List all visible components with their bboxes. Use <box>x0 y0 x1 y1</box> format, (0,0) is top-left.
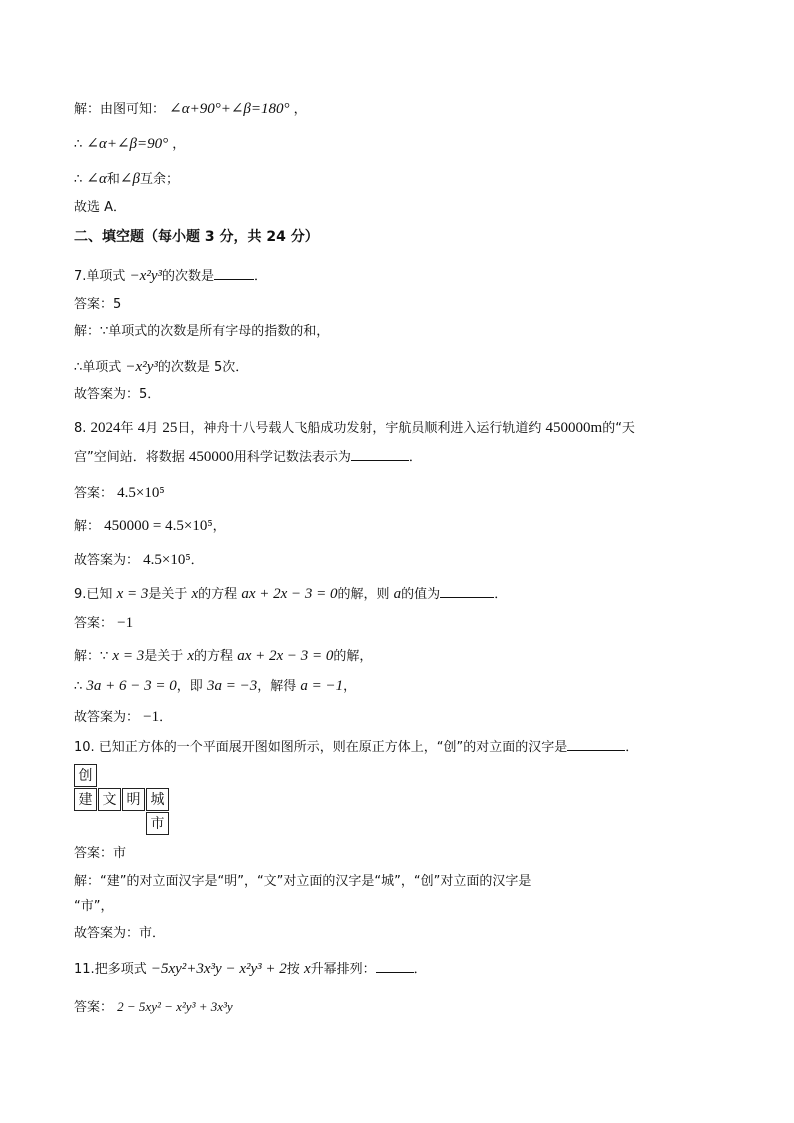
question-8 <box>74 419 635 438</box>
final-label: 故答案为： <box>74 710 140 725</box>
punctuation: ． <box>408 450 422 465</box>
net-cell: 城 <box>146 788 169 811</box>
punctuation: ． <box>159 710 173 725</box>
answer-blank <box>351 448 409 461</box>
solution-line <box>74 135 185 154</box>
math-expression: −5xy²+3x³y − x²y³ + 2 <box>150 961 287 977</box>
cube-net-figure <box>74 764 170 836</box>
punctuation: ， <box>293 102 307 117</box>
text: 的次数是 5次． <box>157 360 249 375</box>
text: 年 <box>120 421 134 436</box>
text: 10. 已知正方体的一个平面展开图如图所示，则在原正方体上，“创”的对立面的汉字是 <box>74 740 568 755</box>
answer-label: 答案： <box>74 616 114 631</box>
text: ∴单项式 <box>74 360 122 375</box>
section-heading: 二、填空题（每小题 3 分，共 24 分） <box>74 229 319 245</box>
math-expression: ax + 2x − 3 = 0 <box>237 648 334 664</box>
text: ，即 <box>176 679 203 694</box>
text: ，解得 <box>257 679 297 694</box>
math-expression: ∠β <box>119 171 140 187</box>
question-8-cont <box>74 448 422 467</box>
answer-blank <box>567 738 625 751</box>
text: ， <box>343 679 357 694</box>
net-cell: 明 <box>122 788 145 811</box>
number: 2024 <box>90 420 121 436</box>
answer-blank <box>214 267 254 280</box>
solution-line <box>74 100 307 119</box>
solution-line: “市”， <box>74 899 114 914</box>
text: 和 <box>106 172 120 187</box>
text: 的解，则 <box>337 587 390 602</box>
punctuation: ． <box>625 740 639 755</box>
net-cell: 文 <box>98 788 121 811</box>
text: 把多项式 <box>94 962 147 977</box>
math-expression: −x²y³ <box>129 268 162 284</box>
answer-blank <box>376 960 414 973</box>
text: 的方程 <box>198 587 238 602</box>
question-11 <box>74 960 427 979</box>
math-expression: 450000 = 4.5×10⁵ <box>104 518 213 534</box>
final-answer: 故答案为：市． <box>74 926 166 941</box>
net-cell: 创 <box>74 764 97 787</box>
question-number: 11. <box>74 962 95 977</box>
punctuation: ． <box>190 553 204 568</box>
solution-line <box>74 677 356 696</box>
answer-line: 答案：市 <box>74 846 127 861</box>
answer-line <box>74 614 133 633</box>
answer-label: 答案： <box>74 1000 114 1015</box>
text: 的方程 <box>194 649 234 664</box>
punctuation: ， <box>172 137 186 152</box>
question-number: 8. <box>74 421 87 436</box>
text: 单项式 <box>86 269 126 284</box>
punctuation: ． <box>494 587 508 602</box>
math-expression: ∠α <box>86 171 107 187</box>
text: 已知 <box>86 587 113 602</box>
number: 450000m <box>545 420 603 436</box>
solution-label: 解：由图可知： <box>74 102 166 117</box>
therefore-symbol: ∴ <box>74 679 83 694</box>
math-expression: ax + 2x − 3 = 0 <box>241 586 338 602</box>
final-answer: 故答案为：5． <box>74 387 161 402</box>
net-cell: 建 <box>74 788 97 811</box>
final-answer <box>74 551 204 570</box>
final-label: 故答案为： <box>74 553 140 568</box>
answer-line <box>74 484 165 503</box>
answer-blank <box>440 585 494 598</box>
math-expression: x <box>191 586 199 602</box>
choice-answer: 故选 A． <box>74 200 127 215</box>
answer-line: 答案：5 <box>74 297 122 312</box>
text: 用科学记数法表示为 <box>233 450 351 465</box>
question-number: 9. <box>74 587 87 602</box>
text: 是关于 <box>148 587 188 602</box>
math-expression: x <box>187 648 195 664</box>
text: 日，神舟十八号载人飞船成功发射，宇航员顺利进入运行轨道约 <box>177 421 542 436</box>
text: 是关于 <box>144 649 184 664</box>
answer-label: 答案： <box>74 486 114 501</box>
answer-line <box>74 998 233 1017</box>
therefore-symbol: ∴ <box>74 137 83 152</box>
math-expression: 4.5×10⁵ <box>117 485 165 501</box>
math-expression: −x²y³ <box>125 359 158 375</box>
solution-line: 解：∵单项式的次数是所有字母的指数的和， <box>74 324 330 339</box>
number: 25 <box>162 420 178 436</box>
text: 互余； <box>139 172 179 187</box>
math-expression: 3a + 6 − 3 = 0 <box>86 678 177 694</box>
punctuation: ． <box>413 962 427 977</box>
math-expression: 2 − 5xy² − x²y³ + 3x³y <box>117 999 233 1014</box>
therefore-symbol: ∴ <box>74 172 83 187</box>
math-expression: x = 3 <box>112 648 145 664</box>
text: 月 <box>145 421 159 436</box>
final-answer <box>74 708 172 727</box>
text: 按 <box>286 962 300 977</box>
text: 升幂排列： <box>310 962 376 977</box>
question-7 <box>74 267 267 286</box>
solution-label: 解：∵ <box>74 649 109 664</box>
text: 宫”空间站．将数据 <box>74 450 185 465</box>
math-expression: 3a = −3 <box>206 678 258 694</box>
math-expression: ∠α+∠β=90° <box>86 136 169 152</box>
math-expression: a = −1 <box>300 678 344 694</box>
math-expression: a <box>393 586 402 602</box>
math-expression: −1 <box>117 615 134 631</box>
math-expression: 4.5×10⁵ <box>143 552 191 568</box>
solution-line: 解：“建”的对立面汉字是“明”，“文”对立面的汉字是“城”，“创”对立面的汉字是 <box>74 874 532 889</box>
question-10 <box>74 738 638 757</box>
number: 4 <box>137 420 146 436</box>
solution-line <box>74 647 372 666</box>
punctuation: ． <box>254 269 268 284</box>
question-number: 7. <box>74 269 87 284</box>
solution-line <box>74 517 226 536</box>
math-expression: −1 <box>143 709 160 725</box>
text: 的“天 <box>602 421 635 436</box>
text: 的值为 <box>401 587 441 602</box>
punctuation: ， <box>212 519 226 534</box>
text: 的次数是 <box>162 269 215 284</box>
text: 的解， <box>333 649 373 664</box>
math-expression: x = 3 <box>116 586 149 602</box>
number: 450000 <box>188 449 234 465</box>
solution-line <box>74 358 248 377</box>
math-expression: x <box>303 961 311 977</box>
net-cell: 市 <box>146 812 169 835</box>
math-expression: ∠α+90°+∠β=180° <box>169 101 290 117</box>
solution-label: 解： <box>74 519 101 534</box>
solution-line <box>74 170 179 189</box>
question-9 <box>74 585 507 604</box>
